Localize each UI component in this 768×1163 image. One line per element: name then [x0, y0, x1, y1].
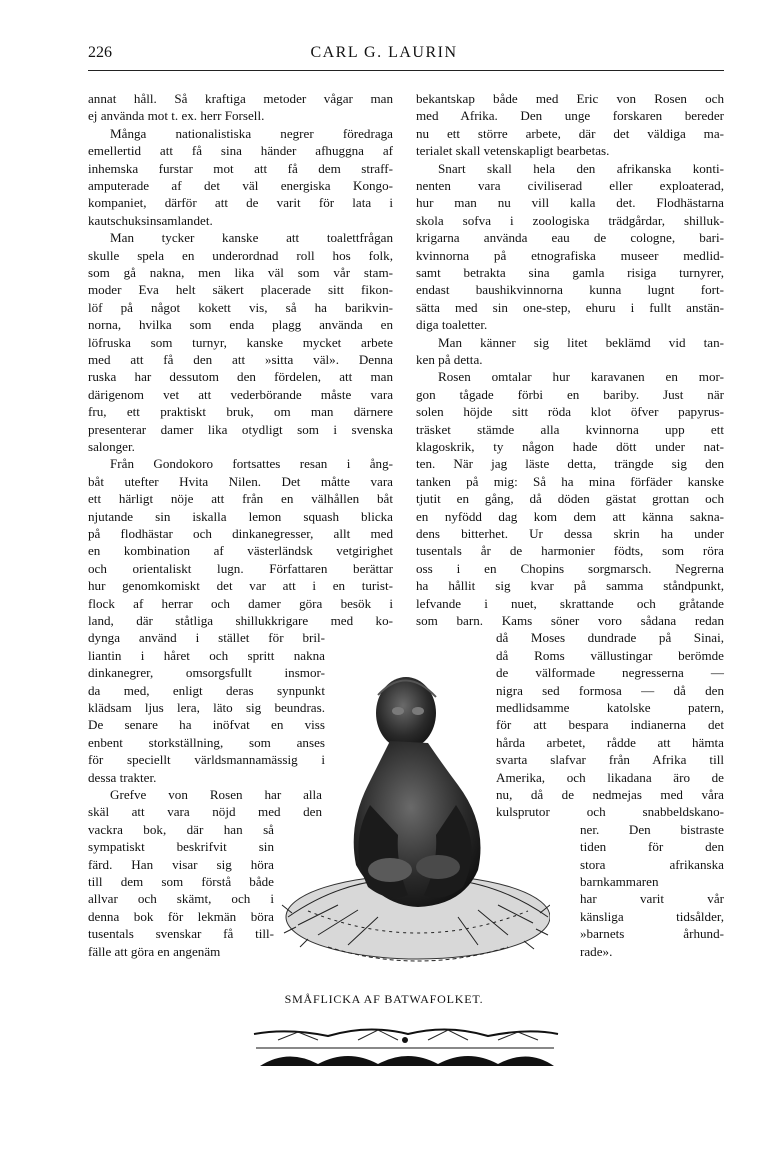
text-line: som barn. Kams söner voro sådana redan — [416, 613, 724, 628]
text-line: samt betrakta sina gamla risiga turnyrer, — [416, 265, 724, 280]
page-number: 226 — [88, 44, 112, 61]
girl-figure — [354, 677, 481, 907]
text-line: fälle att göra en angenäm — [88, 943, 221, 959]
text-line: har varit vår — [580, 891, 724, 907]
text-line: Amerika, och likadana äro de — [496, 769, 724, 785]
text-line: klädsam ljus lera, läto sig beundras. — [88, 700, 325, 715]
text-line: De senare ha inöfvat en viss — [88, 717, 325, 733]
text-line: solen höjde sitt röda klot öfver papyrus- — [416, 404, 724, 420]
text-line: norna, hvilka som enda plagg använda en — [88, 317, 393, 333]
text-line: på flodhästar och dinkanegresser, allt med — [88, 526, 393, 541]
text-line: Från Gondokoro fortsattes resan i ång- — [110, 456, 393, 472]
text-line: stora afrikanska — [580, 856, 724, 872]
text-line: tusentals svenskar få till- — [88, 926, 274, 942]
text-line: Man känner sig litet beklämd vid tan- — [438, 334, 724, 350]
figure-caption: SMÅFLICKA AF BATWAFOLKET. — [284, 992, 484, 1006]
text-line: löf på något kokett vis, så ha barikvin- — [88, 299, 393, 315]
text-line: njutande sin iskalla lemon squash blicka — [88, 508, 393, 524]
text-line: skäl att vara nöjd med den — [88, 804, 322, 820]
text-line: gon tågade förbi en bariby. Just när — [416, 386, 724, 402]
text-line: då Roms vällustingar berömde — [496, 647, 724, 663]
text-line: bekantskap både med Eric von Rosen och — [416, 91, 724, 106]
text-line: barnkammaren — [580, 874, 659, 889]
text-line: ruska har dessutom den fördelen, att man — [88, 369, 393, 385]
text-line: Snart skall hela den afrikanska konti- — [438, 160, 724, 176]
text-line: nu, då de nedmejas med våra — [496, 787, 724, 802]
text-line: löfruska som turnyr, kanske mycket arbete — [88, 334, 393, 350]
text-line: som gå nakna, men lika väl som vår stam- — [88, 265, 393, 280]
text-line: dinkanegrer, omsorgsfullt insmor- — [88, 665, 325, 681]
text-line: för speciellt världsmannamässig i — [88, 752, 325, 768]
text-line: vackra bok, där han så — [88, 821, 274, 837]
text-line: kautschuksinsamlandet. — [88, 212, 213, 228]
text-line: hur genomkomiskt det var att i en turist- — [88, 578, 393, 594]
text-line: land, där ståtliga shillukkrigare med ko- — [88, 613, 393, 628]
text-line: därigenom vet att vederbörande måste vara — [88, 386, 393, 402]
text-line: med att få den att »sitta väl». Denna — [88, 352, 393, 367]
text-line: tusentals år de harmonier födts, som röra — [416, 543, 724, 559]
ornament-vignette — [248, 1018, 562, 1072]
text-line: svarta slafvar från Afrika till — [496, 752, 724, 768]
text-line: kompaniet, därför att de varit för lata i — [88, 195, 393, 211]
text-line: krigarna använda eau de cologne, bari- — [416, 230, 724, 246]
text-line: sätta med sin one-step, ehuru i fullt anstän- — [416, 299, 724, 315]
text-line: en kombination af västerländsk vetgirighet — [88, 543, 393, 559]
text-line: rade». — [580, 943, 613, 959]
text-line: båt utefter Hvita Nilen. Det måtte vara — [88, 473, 393, 489]
text-line: hur man nu vill kalla det. Flodhästarna — [416, 195, 724, 211]
text-line: kvinnorna på etnografiska museer medlid- — [416, 247, 724, 263]
text-line: Många nationalistiska negrer föredraga — [110, 125, 393, 141]
text-line: denna bok för lekmän böra — [88, 908, 274, 924]
text-line: ej använda mot t. ex. herr Forsell. — [88, 108, 265, 124]
text-line: medlidsamme katolske patern, — [496, 700, 724, 715]
text-line: »barnets århund- — [580, 926, 724, 942]
text-line: dessa trakter. — [88, 769, 157, 785]
text-line: till dem som förstå både — [88, 874, 274, 889]
text-line: Rosen omtalar hur karavanen en mor- — [438, 369, 724, 385]
text-line: då Moses dundrade på Sinai, — [496, 630, 724, 646]
text-line: lefvande i nuet, skrattande och gråtande — [416, 595, 724, 611]
text-line: liantin i håret och spritt nakna — [88, 647, 325, 663]
text-line: annat håll. Så kraftiga metoder vågar man — [88, 91, 393, 106]
text-line: kulsprutor och snabbeldskano- — [496, 804, 724, 820]
text-line: klagoskrik, ty någon hade dött under nat- — [416, 439, 724, 454]
text-line: nenten vara civiliserad eller exploaterad, — [416, 178, 724, 193]
text-line: da med, enligt deras synpunkt — [88, 682, 325, 698]
text-line: för att bespara indianerna det — [496, 717, 724, 733]
text-line: tjutit en gång, då döden gästat grottan och — [416, 491, 724, 507]
text-line: tiden för den — [580, 839, 724, 855]
text-line: nigra sed formosa — då den — [496, 682, 724, 698]
text-line: känsliga tidsålder, — [580, 908, 724, 924]
text-line: färd. Han visar sig höra — [88, 856, 274, 872]
text-line: hårda arbetet, rådde att hämta — [496, 734, 724, 750]
text-line: moder Eva helt säkert placerade sitt fikon- — [88, 282, 393, 298]
text-line: nu ett större arbete, där det väldiga ma- — [416, 125, 724, 141]
text-line: träsket stämde alla kvinnorna upp ett — [416, 421, 724, 437]
text-line: enbent storkställning, som anses — [88, 734, 325, 750]
text-line: allvar och skämt, och i — [88, 891, 274, 907]
text-line: salonger. — [88, 439, 135, 454]
text-line: Grefve von Rosen har alla — [110, 787, 322, 802]
text-line: amputerade af det väl energiska Kongo- — [88, 178, 393, 193]
running-head: CARL G. LAURIN — [310, 44, 458, 61]
text-line: en nyfödd dag kom dem att känna sakna- — [416, 508, 724, 524]
text-line: dynga använd i stället för bril- — [88, 630, 325, 646]
text-line: ken på detta. — [416, 352, 483, 367]
text-line: dens bitterhet. Ur dessa skrin ha under — [416, 526, 724, 541]
text-line: Man tycker kanske att toalettfrågan — [110, 230, 393, 246]
text-line: och orientaliskt lugn. Författaren berättar — [88, 560, 393, 576]
text-line: de välformade negresserna — — [496, 665, 724, 681]
text-line: terialet skall vetenskapligt bearbetas. — [416, 143, 610, 159]
text-line: diga toaletter. — [416, 317, 488, 333]
text-line: ten. När jag läste detta, trängde sig den — [416, 456, 724, 472]
header-rule — [88, 70, 724, 71]
text-line: skola sofva i zoologiska trädgårdar, shilluk- — [416, 212, 724, 228]
text-line: tanken på mig: Så ha mina förfäder kanske — [416, 473, 724, 489]
text-line: inhemska furstar mot att få dem straff- — [88, 160, 393, 176]
text-line: endast baushikvinnorna kunna lugnt fort- — [416, 282, 724, 298]
text-line: presenterar damer lika otydligt som i svenska — [88, 421, 393, 437]
text-line: flock af herrar och damer göra besök i — [88, 595, 393, 611]
figure-batwa-girl — [278, 655, 550, 985]
text-line: skulle spela en underordnad roll hos folk, — [88, 247, 393, 263]
text-line: fru, ett praktiskt bruk, om man därnere — [88, 404, 393, 420]
text-line: med Afrika. Den unge forskaren bereder — [416, 108, 724, 124]
text-line: emellertid att få sina händer afhuggna af — [88, 143, 393, 159]
text-line: ha hållit sig kvar på samma ståndpunkt, — [416, 578, 724, 594]
text-line: ner. Den bistraste — [580, 821, 724, 837]
text-line: oss i en Chopins sorgmarsch. Negrerna — [416, 560, 724, 576]
text-line: ett härligt nöje att från en välhållen båt — [88, 491, 393, 507]
text-line: sympatiskt beskrifvit sin — [88, 839, 274, 855]
